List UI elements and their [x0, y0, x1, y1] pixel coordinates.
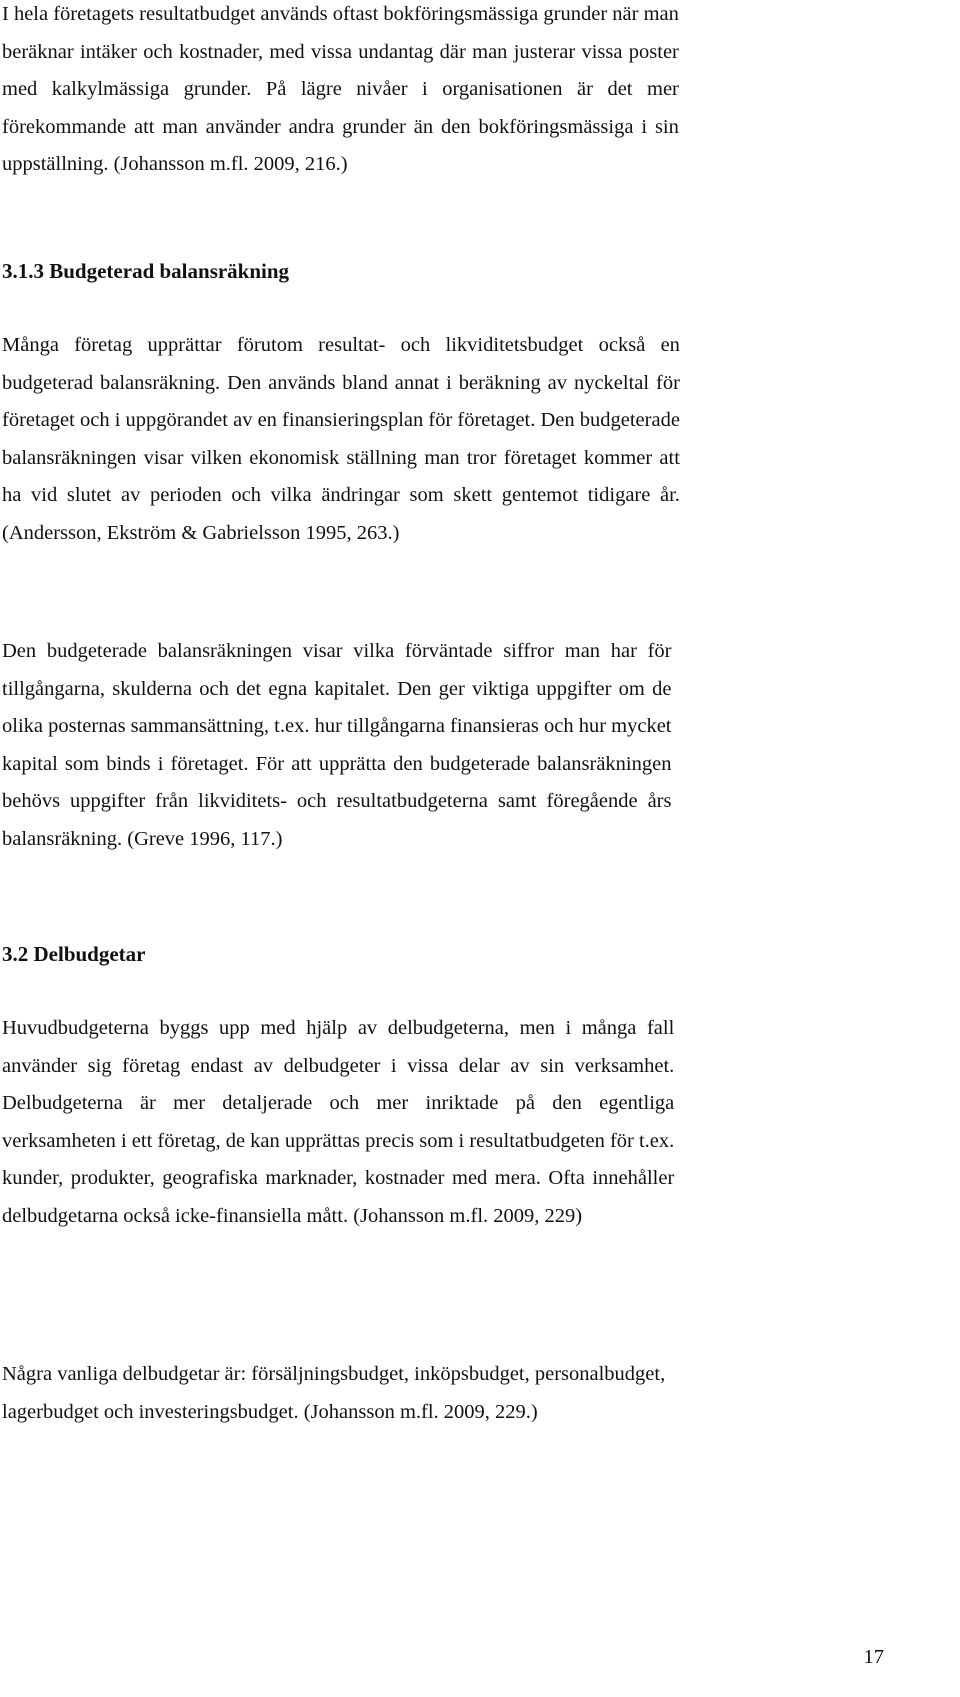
text-line: lagerbudget och investeringsbudget. (Johansson m.fl. 2009, 229.) — [2, 1400, 538, 1423]
text-line: (Andersson, Ekström & Gabrielsson 1995, 263.) — [2, 521, 400, 544]
text-line: tillgångarna, skulderna och det egna kapitalet. Den ger viktiga uppgifter om de — [2, 677, 672, 700]
text-line: ha vid slutet av perioden och vilka ändringar som skett gentemot tidigare år. — [2, 484, 680, 506]
section-heading-budgeted-balance-sheet: 3.1.3 Budgeterad balansräkning — [2, 259, 290, 283]
paragraph-common-sub-budgets — [2, 1356, 665, 1431]
text-line: företaget och i uppgörandet av en finansieringsplan för företaget. Den budgeterade — [2, 409, 680, 431]
text-line: balansräkning. (Greve 1996, 117.) — [2, 827, 283, 850]
text-line: Den budgeterade balansräkningen visar vilka förväntade siffror man har för — [2, 640, 672, 662]
text-line: budgeterad balansräkning. Den används bland annat i beräkning av nyckeltal för — [2, 371, 680, 394]
text-line: Delbudgeterna är mer detaljerade och mer inriktade på den egentliga — [2, 1092, 675, 1114]
text-line: delbudgetarna också icke-finansiella mått. (Johansson m.fl. 2009, 229) — [2, 1204, 583, 1227]
text-line: använder sig företag endast av delbudgeter i vissa delar av sin verksamhet. — [2, 1054, 675, 1077]
text-line: kapital som binds i företaget. För att upprätta den budgeterade balansräkningen — [2, 752, 672, 775]
text-line: beräknar intäker och kostnader, med vissa undantag där man justerar vissa poster — [2, 40, 679, 63]
paragraph-balance-sheet-intro — [2, 327, 680, 552]
text-line: uppställning. (Johansson m.fl. 2009, 216.) — [2, 153, 348, 175]
text-line: Några vanliga delbudgetar är: försäljningsbudget, inköpsbudget, personalbudget, — [2, 1363, 666, 1385]
text-line: I hela företagets resultatbudget används oftast bokföringsmässiga grunder när man — [2, 3, 679, 25]
text-line: kunder, produkter, geografiska marknader, kostnader med mera. Ofta innehåller — [2, 1167, 675, 1189]
text-line: verksamheten i ett företag, de kan upprättas precis som i resultatbudgeten för t.ex. — [2, 1129, 675, 1152]
paragraph-sub-budgets — [2, 1010, 674, 1235]
text-line: förekommande att man använder andra grunder än den bokföringsmässiga i sin — [2, 115, 679, 138]
text-line: olika posternas sammansättning, t.ex. hur tillgångarna finansieras och hur mycket — [2, 715, 672, 737]
text-line: behövs uppgifter från likviditets- och resultatbudgeterna samt föregående års — [2, 790, 672, 812]
paragraph-budget-grounds — [2, 0, 679, 184]
text-line: Många företag upprättar förutom resultat- och likviditetsbudget också en — [2, 334, 680, 356]
text-line: Huvudbudgeterna byggs upp med hjälp av delbudgeterna, men i många fall — [2, 1017, 675, 1039]
paragraph-balance-sheet-details — [2, 633, 671, 858]
page-number: 17 — [863, 1646, 884, 1668]
section-heading-sub-budgets: 3.2 Delbudgetar — [2, 942, 146, 966]
text-line: med kalkylmässiga grunder. På lägre nivåer i organisationen är det mer — [2, 78, 679, 100]
text-line: balansräkningen visar vilken ekonomisk ställning man tror företaget kommer att — [2, 446, 680, 469]
